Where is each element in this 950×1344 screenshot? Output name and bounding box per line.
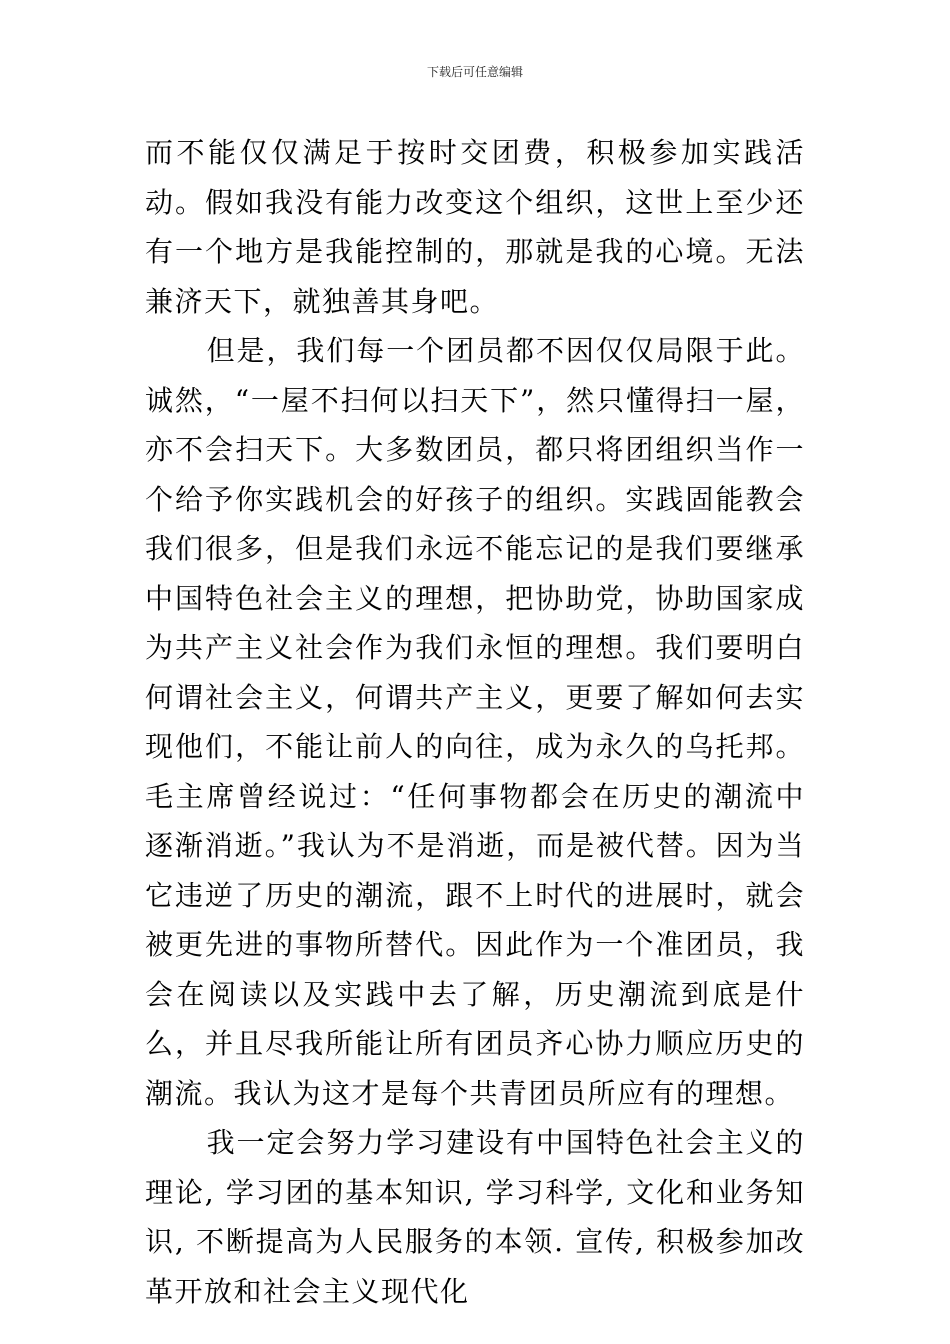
document-body <box>145 128 805 1316</box>
paragraph-2: 但是，我们每一个团员都不因仅仅局限于此。诚然，“一屋不扫何以扫天下”，然只懂得扫一屋，亦不会扫天下。大多数团员，都只将团组织当作一个给予你实践机会的好孩子的组织。实践固能教会我们很多，但是我们永远不能忘记的是我们要继承中国特色社会主义的理想，把协助党，协助国家成为共产主义社会作为我们永恒的理想。我们要明白何谓社会主义，何谓共产主义，更要了解如何去实现他们，不能让前人的向往，成为永久的乌托邦。毛主席曾经说过：“任何事物都会在历史的潮流中逐渐消逝。”我认为不是消逝，而是被代替。因为当它违逆了历史的潮流，跟不上时代的进展时，就会被更先进的事物所替代。因此作为一个准团员，我会在阅读以及实践中去了解，历史潮流到底是什么，并且尽我所能让所有团员齐心协力顺应历史的潮流。我认为这才是每个共青团员所应有的理想。 <box>145 334 805 1110</box>
paragraph-1: 而不能仅仅满足于按时交团费，积极参加实践活动。假如我没有能力改变这个组织，这世上至少还有一个地方是我能控制的，那就是我的心境。无法兼济天下，就独善其身吧。 <box>145 136 805 318</box>
page-header: 下载后可任意编辑 <box>426 65 523 79</box>
paragraph-3: 我一定会努力学习建设有中国特色社会主义的理论, 学习团的基本知识, 学习科学, 文化和业务知识, 不断提高为人民服务的本领. 宣传, 积极参加改革开放和社会主义现代化 <box>145 1126 805 1308</box>
